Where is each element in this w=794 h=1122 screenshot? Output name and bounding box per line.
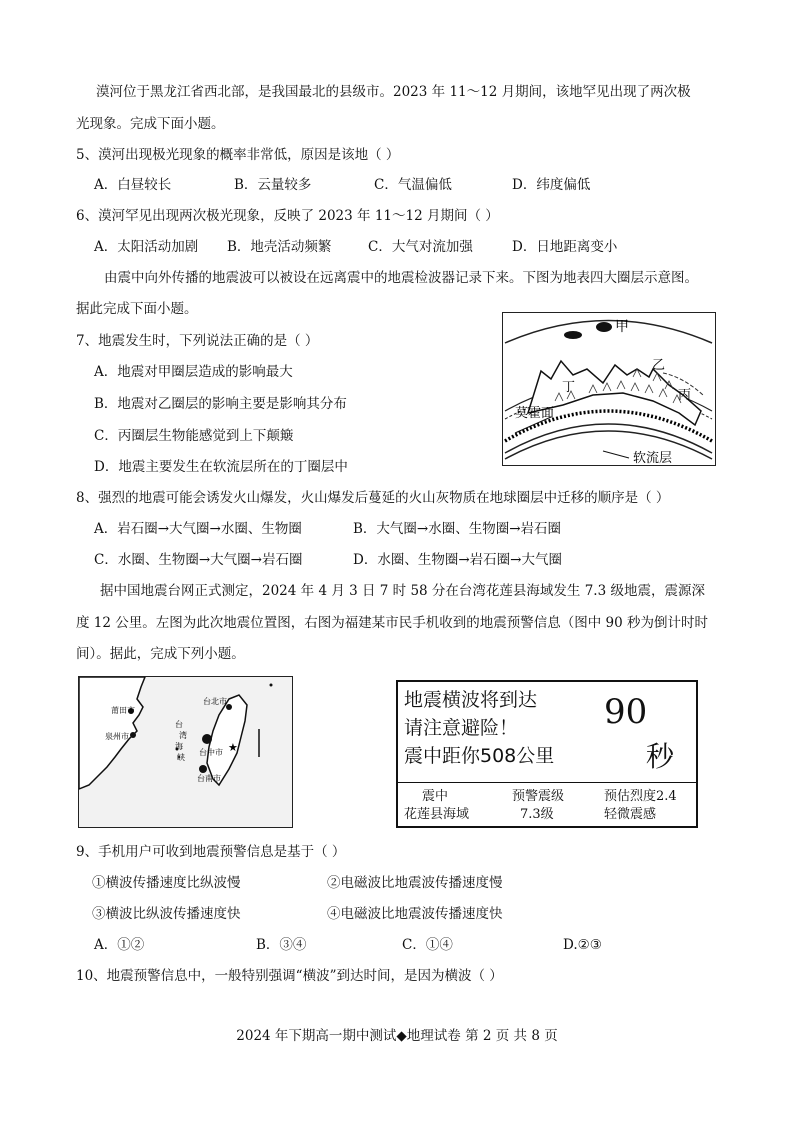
intro-line: 漠河位于黑龙江省西北部，是我国最北的县级市。2023 年 11～12 月期间，该地罕见出现了两次极	[96, 84, 691, 100]
question-8-stem: 8、强烈的地震可能会诱发火山爆发，火山爆发后蔓延的火山灰物质在地球圈层中迁移的顺序是（ ）	[76, 490, 670, 506]
q7-option-b: B．地震对乙圈层的影响主要是影响其分布	[94, 396, 347, 412]
earthquake-warning-box	[396, 680, 698, 828]
q6-option-b: B．地壳活动频繁	[227, 239, 332, 255]
intro-line: 光现象。完成下面小题。	[76, 116, 225, 132]
label-yi: 乙	[652, 358, 666, 373]
label-ding: 丁	[562, 380, 576, 395]
q8-option-b: B．大气圈→水圈、生物圈→岩石圈	[353, 521, 562, 537]
q6-option-d: D．日地距离变小	[512, 239, 618, 255]
map-label-strait-3: 海	[175, 742, 183, 751]
magnitude-heading: 预警震级	[512, 789, 565, 804]
q9-item-3: ③横波比纵波传播速度快	[92, 906, 241, 922]
label-asthenosphere: 软流层	[633, 451, 673, 464]
question-6-stem: 6、漠河罕见出现两次极光现象，反映了 2023 年 11～12 月期间（ ）	[76, 208, 499, 224]
q8-option-d: D．水圈、生物圈→岩石圈→大气圈	[353, 552, 562, 568]
intro-line: 间）。据此，完成下列小题。	[76, 646, 245, 662]
warning-line-3: 震中距你508公里	[404, 745, 555, 767]
map-label-tainan: 台南市	[197, 774, 221, 783]
map-label-taizhong: 台中市	[199, 748, 223, 757]
intensity-heading: 预估烈度2.4	[604, 789, 677, 804]
q5-option-a: A．白昼较长	[94, 177, 172, 193]
q9-option-c: C．①④	[402, 937, 453, 953]
label-jia: 甲	[615, 319, 629, 335]
page-footer: 2024 年下期高一期中测试◆地理试卷 第 2 页 共 8 页	[236, 1028, 558, 1044]
label-moho: 莫霍面	[515, 406, 555, 421]
map-label-strait-1: 台	[175, 720, 183, 729]
question-10-stem: 10、地震预警信息中，一般特别强调“横波”到达时间，是因为横波（ ）	[76, 968, 503, 984]
warning-line-2: 请注意避险！	[404, 717, 519, 739]
map-label-strait-4: 峡	[177, 753, 185, 762]
countdown-unit: 秒	[646, 740, 675, 773]
taiwan-map	[79, 677, 291, 826]
earthquake-location-map	[78, 676, 293, 828]
question-9-stem: 9、手机用户可收到地震预警信息是基于（ ）	[76, 844, 346, 860]
map-label-strait-2: 湾	[179, 731, 187, 740]
q7-option-d: D．地震主要发生在软流层所在的丁圈层中	[94, 459, 348, 475]
warning-line-1: 地震横波将到达	[404, 689, 538, 711]
q6-option-c: C．大气对流加强	[368, 239, 473, 255]
q8-option-c: C．水圈、生物圈→大气圈→岩石圈	[94, 552, 303, 568]
map-label-putian: 莆田市	[111, 706, 135, 715]
epicenter-value: 花莲县海域	[404, 807, 470, 822]
q9-option-a: A．①②	[94, 937, 145, 953]
intensity-value: 轻微震感	[604, 807, 657, 822]
q8-option-a: A．岩石圈→大气圈→水圈、生物圈	[94, 521, 302, 537]
label-bing: 丙	[678, 388, 692, 403]
q9-option-d: D.②③	[563, 937, 602, 953]
intro-line: 据此完成下面小题。	[76, 301, 198, 317]
q7-option-a: A．地震对甲圈层造成的影响最大	[94, 364, 293, 380]
question-7-stem: 7、地震发生时，下列说法正确的是（ ）	[76, 333, 319, 349]
divider	[398, 782, 696, 783]
map-label-quanzhou: 泉州市	[105, 732, 129, 741]
q9-item-2: ②电磁波比地震波传播速度慢	[327, 875, 503, 891]
q5-option-c: C．气温偏低	[374, 177, 452, 193]
q9-item-1: ①横波传播速度比纵波慢	[92, 875, 241, 891]
q7-option-c: C．丙圈层生物能感觉到上下颠簸	[94, 428, 294, 444]
map-label-taibei: 台北市	[203, 697, 227, 706]
intro-line: 由震中向外传播的地震波可以被设在远离震中的地震检波器记录下来。下图为地表四大圈层示意图。	[104, 270, 698, 286]
q9-option-b: B．③④	[256, 937, 307, 953]
q5-option-b: B．云量较多	[234, 177, 312, 193]
q5-option-d: D．纬度偏低	[512, 177, 591, 193]
spheres-diagram	[503, 313, 714, 464]
magnitude-value: 7.3级	[520, 807, 554, 822]
earth-spheres-figure	[502, 312, 716, 466]
epicenter-heading: 震中	[422, 789, 449, 804]
epicenter-star-icon: ★	[228, 741, 238, 754]
q9-item-4: ④电磁波比地震波传播速度快	[327, 906, 503, 922]
intro-line: 据中国地震台网正式测定，2024 年 4 月 3 日 7 时 58 分在台湾花莲县海域发生 7.3 级地震，震源深	[100, 583, 705, 599]
countdown-seconds: 90	[604, 692, 648, 732]
intro-line: 度 12 公里。左图为此次地震位置图，右图为福建某市民手机收到的地震预警信息（图中 90 秒为倒计时时	[76, 615, 709, 631]
question-5-stem: 5、漠河出现极光现象的概率非常低，原因是该地（ ）	[76, 147, 400, 163]
q6-option-a: A．太阳活动加剧	[94, 239, 199, 255]
